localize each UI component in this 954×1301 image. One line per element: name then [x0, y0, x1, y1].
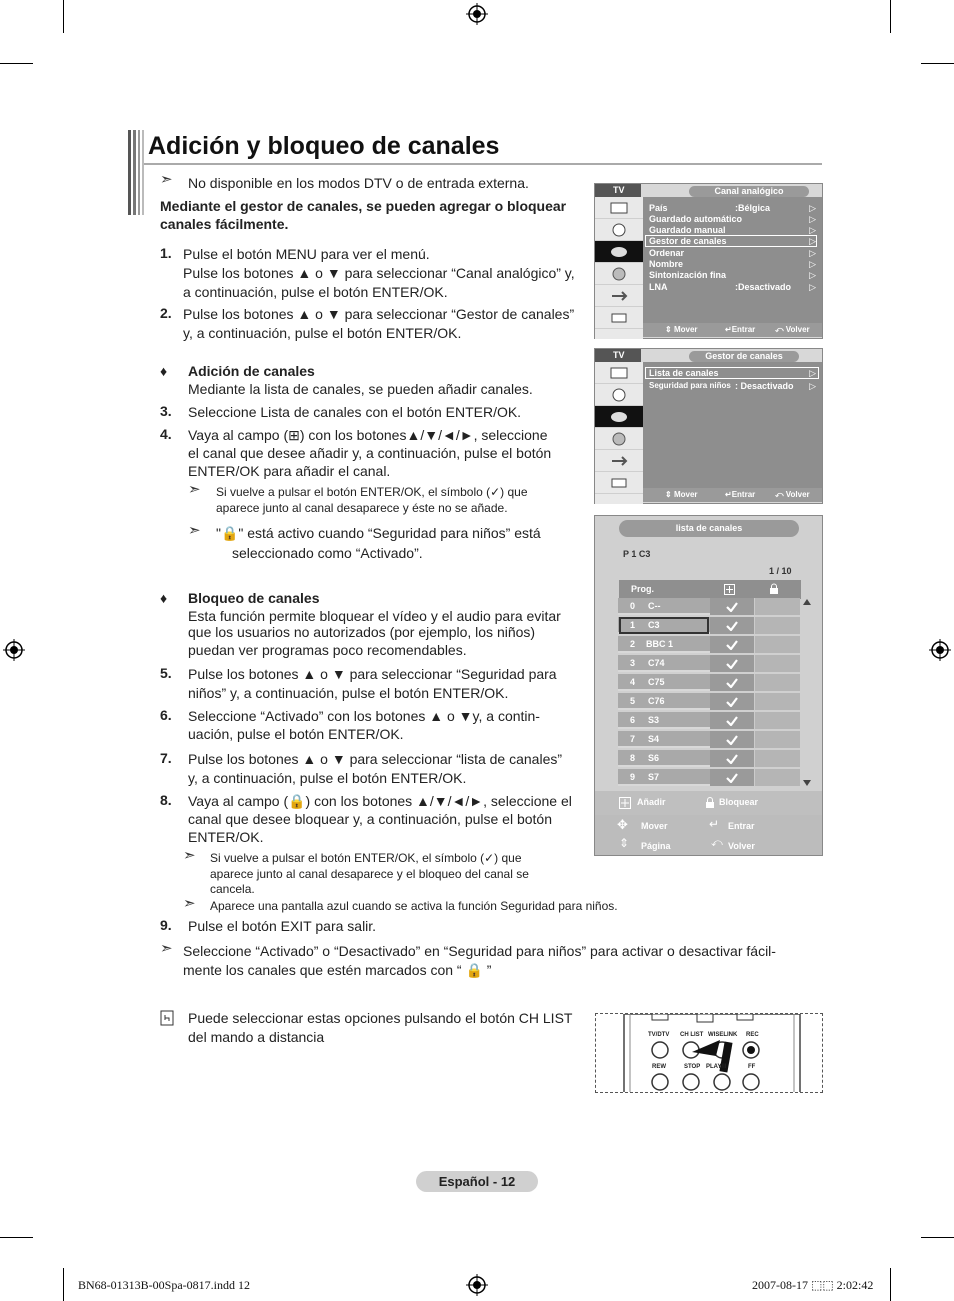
- add-note-line: aparece junto al canal desaparece y éste no se añade.: [216, 501, 508, 515]
- lock-cell[interactable]: [754, 674, 800, 691]
- step-line: Vaya al campo (⊞) con los botones▲/▼/◄/►, seleccione: [188, 427, 548, 443]
- channel-row[interactable]: [618, 769, 800, 786]
- check-icon[interactable]: [710, 655, 754, 672]
- channel-row[interactable]: [618, 693, 800, 710]
- add-column-icon: [724, 584, 735, 595]
- input-icon[interactable]: [595, 450, 643, 472]
- setup-icon[interactable]: [595, 263, 643, 285]
- remote-label: WISELINK: [708, 1032, 738, 1038]
- note-arrow-icon: ➣: [183, 847, 196, 864]
- crop-mark: [63, 0, 64, 33]
- crop-mark: [921, 63, 954, 64]
- back-icon: ⤺: [711, 837, 723, 849]
- crop-mark: [0, 1237, 33, 1238]
- lock-cell[interactable]: [754, 655, 800, 672]
- block-note-line: aparece junto al canal desaparece y el bloqueo del canal se: [210, 867, 529, 881]
- remote-note-line: Puede seleccionar estas opciones pulsando el botón CH LIST: [188, 1010, 573, 1026]
- step-line: Pulse el botón MENU para ver el menú.: [183, 246, 430, 262]
- channel-row[interactable]: [618, 636, 800, 653]
- note-arrow-icon: ➣: [183, 895, 196, 912]
- channel-number-name: 1: [630, 620, 636, 630]
- current-channel: P 1 C3: [623, 549, 651, 559]
- menu-item-lna[interactable]: LNA :Desactivado: [649, 282, 792, 292]
- channel-name: C75: [648, 677, 665, 687]
- note-arrow-icon: ➣: [160, 171, 173, 188]
- channel-number-name: 3: [630, 658, 636, 668]
- remote-label: CH LIST: [680, 1032, 704, 1038]
- channel-name: S3: [648, 715, 660, 725]
- channel-number-name: 0: [630, 601, 636, 611]
- enter-icon: ↵: [709, 817, 720, 831]
- step-number: 3.: [160, 403, 172, 419]
- move-hint: ⇕ Mover: [665, 325, 698, 334]
- menu-item-child-lock[interactable]: Seguridad para niños : Desactivado: [649, 381, 794, 391]
- remote-label: STOP: [684, 1064, 701, 1070]
- channel-row[interactable]: [618, 598, 800, 615]
- title-decoration: [128, 130, 144, 215]
- menu-item-channel-manager[interactable]: Gestor de canales: [649, 236, 727, 246]
- menu-sidebar: [595, 197, 643, 339]
- remote-label: REC: [746, 1032, 759, 1038]
- footer-timestamp: 2007-08-17 ⬚⬚ 2:02:42: [752, 1278, 874, 1292]
- action-bar: [595, 791, 822, 815]
- step-line: canal que desee bloquear y, a continuación, pulse el botón: [188, 811, 553, 827]
- channel-row[interactable]: [618, 617, 800, 634]
- channel-icon[interactable]: [595, 406, 643, 428]
- move-hint: Mover: [641, 821, 668, 831]
- check-icon[interactable]: [710, 712, 754, 729]
- crop-mark: [890, 1268, 891, 1301]
- step-line: Pulse los botones ▲ o ▼ para seleccionar “Gestor de canales”: [183, 306, 575, 322]
- remote-label: TV/DTV: [648, 1032, 670, 1038]
- step-number: 7.: [160, 750, 172, 766]
- add-heading: Adición de canales: [188, 363, 315, 379]
- scroll-up-icon[interactable]: [802, 598, 812, 606]
- block-heading: Bloqueo de canales: [188, 590, 320, 606]
- channel-number-name: 5: [630, 696, 636, 706]
- picture-icon[interactable]: [595, 362, 643, 384]
- menu-item-name[interactable]: Nombre: [649, 259, 684, 269]
- check-icon[interactable]: [710, 731, 754, 748]
- tv-tab: TV: [595, 349, 641, 362]
- check-icon[interactable]: [710, 750, 754, 767]
- check-icon[interactable]: [710, 617, 754, 634]
- step-line: Seleccione Lista de canales con el botón ENTER/OK.: [188, 404, 522, 420]
- step-line: a continuación, pulse el botón ENTER/OK.: [183, 284, 448, 300]
- step-line: uación, pulse el botón ENTER/OK.: [188, 726, 404, 742]
- support-icon[interactable]: [595, 472, 643, 494]
- channel-row[interactable]: [618, 674, 800, 691]
- block-description: que los usuarios no autorizados (por ejemplo, los niños): [188, 624, 536, 640]
- menu-panel: Lista de canales ▷ Seguridad para niños : Desactivado ▷: [643, 362, 822, 489]
- lock-cell[interactable]: [754, 617, 800, 634]
- menu-screen-analog-channel: [594, 183, 823, 339]
- intro-text: Mediante el gestor de canales, se pueden agregar o bloquear canales fácilmente.: [160, 198, 567, 232]
- check-icon[interactable]: [710, 769, 754, 786]
- input-icon[interactable]: [595, 285, 643, 307]
- lock-cell[interactable]: [754, 598, 800, 615]
- menu-item-auto-store[interactable]: Guardado automático: [649, 214, 743, 224]
- channel-name: C76: [648, 696, 665, 706]
- step-number: 2.: [160, 305, 172, 321]
- crop-mark: [0, 63, 33, 64]
- step-line: Vaya al campo (🔒) con los botones ▲/▼/◄/►, seleccione el: [188, 793, 572, 809]
- step-number: 6.: [160, 707, 172, 723]
- channel-list-column-header: [619, 580, 801, 599]
- remote-label: FF: [748, 1064, 756, 1070]
- channel-number-name: 6: [630, 715, 636, 725]
- row-selection-highlight: [619, 617, 709, 634]
- blue-screen-note: Aparece una pantalla azul cuando se activa la función Seguridad para niños.: [210, 899, 618, 913]
- check-icon[interactable]: [710, 636, 754, 653]
- final-note-line: mente los canales que estén marcados con “ 🔒 ”: [183, 962, 492, 978]
- menu-item-channel-list[interactable]: Lista de canales: [649, 368, 719, 378]
- step-line: el canal que desee añadir y, a continuación, pulse el botón: [188, 445, 552, 461]
- sound-icon[interactable]: [595, 219, 643, 241]
- registration-mark-icon: [929, 639, 951, 661]
- menu-screen-channel-manager: [594, 348, 823, 504]
- picture-icon[interactable]: [595, 197, 643, 219]
- crop-mark: [921, 1237, 954, 1238]
- channel-number-name: 2: [630, 639, 636, 649]
- add-note-line: Si vuelve a pulsar el botón ENTER/OK, el símbolo (✓) que: [216, 485, 528, 499]
- back-hint: ⤺ Volver: [775, 490, 810, 499]
- lock-cell[interactable]: [754, 693, 800, 710]
- registration-mark-icon: [466, 3, 488, 25]
- lock-column-icon: [769, 583, 779, 595]
- channel-list-header: lista de canales: [619, 520, 799, 537]
- page-title: Adición y bloqueo de canales: [148, 132, 500, 160]
- step-line: y, a continuación, pulse el botón ENTER/OK.: [183, 325, 462, 341]
- step-line: Pulse los botones ▲ o ▼ para seleccionar “Canal analógico” y,: [183, 265, 575, 281]
- channel-name: S4: [648, 734, 660, 744]
- registration-mark-icon: [466, 1274, 488, 1296]
- block-description: Esta función permite bloquear el vídeo y el audio para evitar: [188, 608, 561, 624]
- crop-mark: [890, 0, 891, 33]
- add-icon: [619, 797, 631, 809]
- step-line: niños” y, a continuación, pulse el botón ENTER/OK.: [188, 685, 509, 701]
- remote-label: PLAY/II: [706, 1064, 727, 1070]
- crop-mark: [63, 1268, 64, 1301]
- remote-illustration: [595, 1013, 823, 1093]
- menu-item-fine-tune[interactable]: Sintonización fina: [649, 270, 727, 280]
- lock-cell[interactable]: [754, 731, 800, 748]
- back-hint: Volver: [728, 841, 755, 851]
- remote-note-icon: [160, 1010, 174, 1026]
- lock-icon: [705, 796, 715, 809]
- step-number: 9.: [160, 917, 172, 933]
- add-action-label[interactable]: Añadir: [637, 797, 666, 807]
- menu-item-sort[interactable]: Ordenar: [649, 248, 685, 258]
- lock-note-line: seleccionado como “Activado”.: [232, 545, 423, 561]
- check-icon[interactable]: [710, 598, 754, 615]
- final-note-line: Seleccione “Activado” o “Desactivado” en “Seguridad para niños” para activar o desactivar fácil-: [183, 943, 776, 959]
- lock-note-line: "🔒" está activo cuando “Seguridad para niños” está: [216, 525, 541, 541]
- channel-name: C--: [648, 601, 661, 611]
- step-line: Seleccione “Activado” con los botones ▲ o ▼y, a contin-: [188, 708, 540, 724]
- channel-name: S7: [648, 772, 660, 782]
- menu-header: Canal analógico: [689, 186, 809, 197]
- support-icon[interactable]: [595, 307, 643, 329]
- page-hint: Página: [641, 841, 671, 851]
- step-number: 5.: [160, 665, 172, 681]
- block-note-line: Si vuelve a pulsar el botón ENTER/OK, el símbolo (✓) que: [210, 851, 522, 865]
- channel-row[interactable]: [618, 731, 800, 748]
- channel-name: C3: [648, 620, 660, 630]
- step-number: 1.: [160, 245, 172, 261]
- channel-row[interactable]: [618, 712, 800, 729]
- step-line: ENTER/OK para añadir el canal.: [188, 463, 391, 479]
- footer-filename: BN68-01313B-00Spa-0817.indd 12: [78, 1278, 250, 1292]
- registration-mark-icon: [3, 639, 25, 661]
- lock-action-label[interactable]: Bloquear: [719, 797, 759, 807]
- sound-icon[interactable]: [595, 384, 643, 406]
- setup-icon[interactable]: [595, 428, 643, 450]
- channel-name: S6: [648, 753, 660, 763]
- bullet-icon: ♦: [160, 590, 168, 606]
- title-underline: [144, 163, 822, 165]
- nav-hints: [595, 815, 822, 855]
- step-number: 8.: [160, 792, 172, 808]
- note-arrow-icon: ➣: [160, 940, 173, 957]
- remote-label: REW: [652, 1064, 666, 1070]
- enter-hint: ↵Entrar: [725, 490, 756, 499]
- channel-row[interactable]: [618, 655, 800, 672]
- menu-item-manual-store[interactable]: Guardado manual: [649, 225, 726, 235]
- channel-number-name: 7: [630, 734, 636, 744]
- check-icon[interactable]: [710, 693, 754, 710]
- menu-sidebar: [595, 362, 643, 504]
- note-unavailable: No disponible en los modos DTV o de entrada externa.: [188, 175, 529, 191]
- note-arrow-icon: ➣: [188, 481, 201, 498]
- back-hint: ⤺ Volver: [775, 325, 810, 334]
- channel-number-name: 4: [630, 677, 636, 687]
- step-line: Pulse el botón EXIT para salir.: [188, 918, 377, 934]
- step-line: ENTER/OK.: [188, 829, 264, 845]
- step-line: Pulse los botones ▲ o ▼ para seleccionar “lista de canales”: [188, 751, 563, 767]
- enter-hint: ↵Entrar: [725, 325, 756, 334]
- channel-row[interactable]: [618, 750, 800, 767]
- lock-cell[interactable]: [754, 750, 800, 767]
- channel-name: BBC 1: [646, 639, 674, 649]
- scroll-down-icon[interactable]: [802, 779, 812, 787]
- move-hint: ⇕ Mover: [665, 490, 698, 499]
- check-icon[interactable]: [710, 674, 754, 691]
- page-icon: ⇕: [619, 836, 630, 850]
- menu-panel: País :Bélgica ▷ Guardado automático ▷ Guardado manual ▷ Gestor de canales ▷ Ordenar ▷ Nombre ▷ Sintonización fina ▷ LNA :Desactivado ▷: [643, 197, 822, 324]
- page-indicator: 1 / 10: [769, 566, 792, 576]
- channel-name: C74: [648, 658, 665, 668]
- step-line: y, a continuación, pulse el botón ENTER/OK.: [188, 770, 467, 786]
- step-line: Pulse los botones ▲ o ▼ para seleccionar “Seguridad para: [188, 666, 557, 682]
- move-icon: ✥: [617, 817, 628, 832]
- menu-item-country[interactable]: País :Bélgica: [649, 203, 771, 213]
- note-arrow-icon: ➣: [188, 522, 201, 539]
- step-number: 4.: [160, 426, 172, 442]
- menu-header: Gestor de canales: [689, 351, 799, 362]
- tv-tab: TV: [595, 184, 641, 197]
- bullet-icon: ♦: [160, 363, 168, 379]
- remote-note-line: del mando a distancia: [188, 1029, 325, 1045]
- lock-cell[interactable]: [754, 636, 800, 653]
- enter-hint: Entrar: [728, 821, 755, 831]
- remote-control-icon: [596, 1014, 823, 1093]
- block-description: puedan ver programas poco recomendables.: [188, 642, 467, 658]
- lock-cell[interactable]: [754, 769, 800, 786]
- block-note-line: cancela.: [210, 882, 255, 896]
- channel-number-name: 8: [630, 753, 636, 763]
- channel-number-name: 9: [630, 772, 636, 782]
- menu-footer: [643, 323, 822, 337]
- channel-icon[interactable]: [595, 241, 643, 263]
- prog-column-label: Prog.: [631, 584, 655, 594]
- lock-cell[interactable]: [754, 712, 800, 729]
- menu-footer: [643, 488, 822, 502]
- add-description: Mediante la lista de canales, se pueden añadir canales.: [188, 381, 533, 397]
- page-number-badge: Español - 12: [416, 1171, 538, 1192]
